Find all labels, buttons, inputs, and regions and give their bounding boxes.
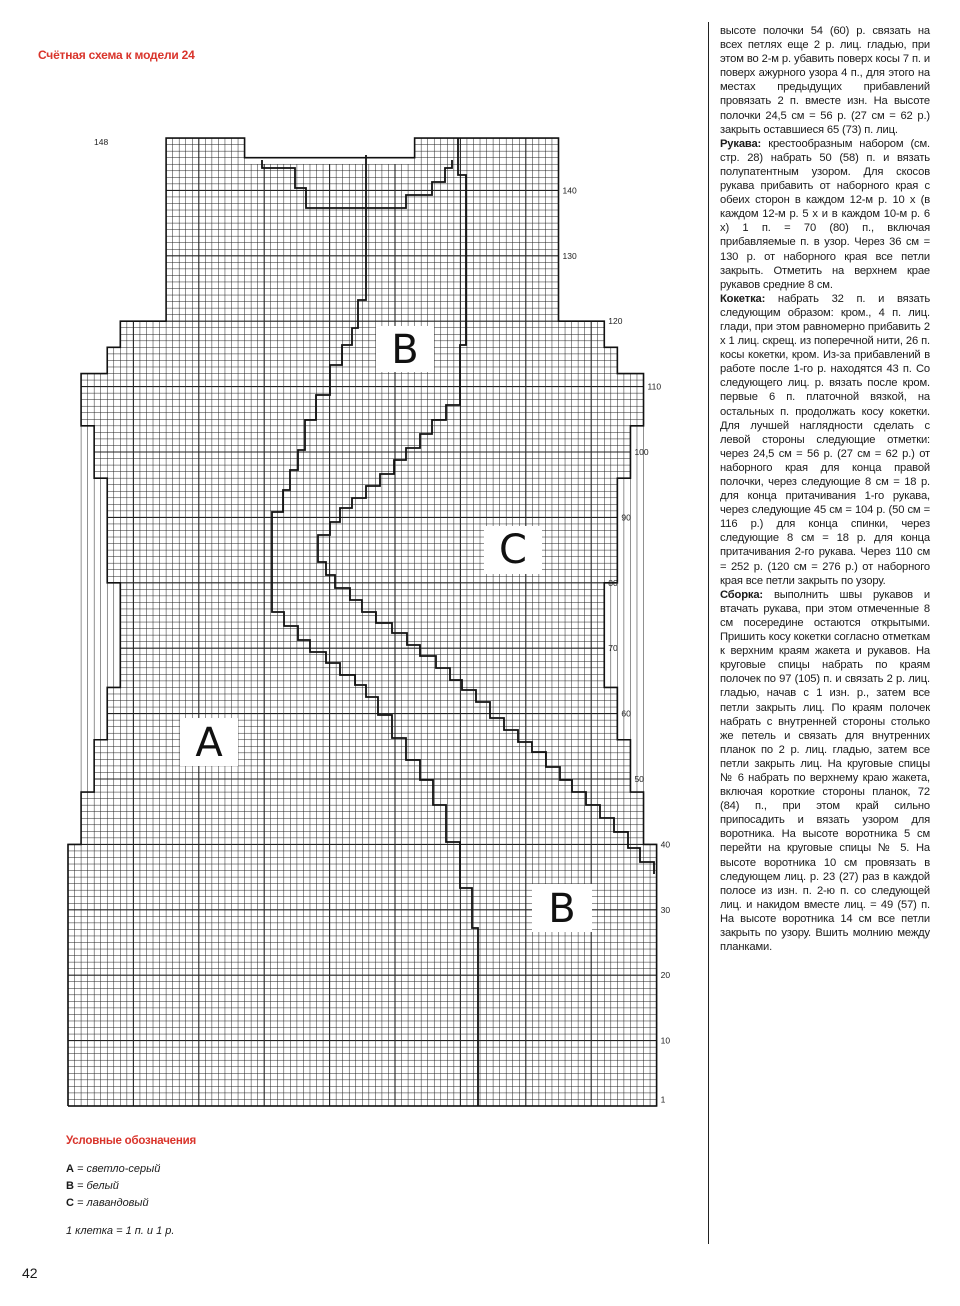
sleeves-heading: Рукава: bbox=[720, 137, 762, 150]
legend-key-a: A bbox=[66, 1163, 74, 1175]
row-number-label: 70 bbox=[608, 643, 618, 654]
legend-item-a bbox=[66, 1161, 196, 1178]
row-number-label: 110 bbox=[647, 381, 662, 392]
row-number-label: 148 bbox=[94, 137, 109, 148]
legend bbox=[66, 1135, 196, 1237]
legend-text-b: = белый bbox=[77, 1180, 119, 1192]
zone-label-c: C bbox=[499, 527, 527, 573]
row-number-label: 100 bbox=[634, 447, 649, 457]
instructions-text bbox=[720, 24, 930, 954]
sleeves-text: крестообразным набором (см. стр. 28) набрать 50 (58) п. и вязать полупатентным узором. Для скосов рукава прибавить от наборного края с обеих сторон в каждом 12-м р. 10 х (в каждом 12-м р. 5 х и в каждом 10-м р. 6 х) 1 п. = 70 (80) п., включая прибавляемые п. в узор. Через 36 см = 130 р. от наборного края все петли закрыть. Отметить на верхнем крае рукавов средние 8 см. bbox=[720, 137, 930, 291]
row-number-label: 30 bbox=[660, 904, 671, 915]
legend-title: Условные обозначения bbox=[66, 1135, 197, 1147]
legend-key-c: C bbox=[66, 1197, 74, 1209]
row-number-label: 130 bbox=[562, 250, 577, 261]
row-number-label: 120 bbox=[608, 316, 623, 327]
yoke-heading: Кокетка: bbox=[720, 292, 766, 305]
zone-label-b-top: B bbox=[391, 327, 419, 373]
row-number-label: 20 bbox=[660, 970, 671, 981]
zone-label-b-bottom: B bbox=[548, 886, 576, 932]
yoke-text: набрать 32 п. и вязать следующим образом: кром., 4 п. лиц. глади, при этом равномерно прибавить 2 х 1 лиц. скрещ. из поперечной нити, 26 п. косы кокетки, кром. Из-за прибавлений в работе после 1-го р. находятся 43 п. Со следующего лиц. р. вязать после кром. первые 6 п. платочной вязкой, на остальных п. продолжать косу кокетки. Для лучшей наглядности сделать с левой стороны следующие отметки: через 24,5 см = 56 р. (27 см = 62 р.) от наборного края для конца правой полочки, через следующие 8 см = 18 р. для конца притачивания 1-го рукава, через следующие 45 см = 104 р. (50 см = 116 р.) для конца спинки, через следующие 8 см = 18 р. для конца притачивания 2-го рукава. Через 110 см = 252 р. (120 см = 276 р.) от наборного края все петли закрыть по узору. bbox=[720, 292, 930, 587]
assembly-heading: Сборка: bbox=[720, 588, 764, 601]
legend-note: 1 клетка = 1 п. и 1 р. bbox=[66, 1225, 175, 1237]
legend-text-c: = лавандовый bbox=[77, 1197, 149, 1209]
legend-item-b bbox=[66, 1178, 196, 1195]
instructions-paragraph-3 bbox=[720, 292, 930, 588]
instructions-paragraph-2 bbox=[720, 137, 930, 292]
row-number-label: 40 bbox=[660, 839, 671, 850]
row-number-label: 90 bbox=[621, 512, 631, 523]
row-number-label: 140 bbox=[562, 185, 577, 196]
row-number-label: 10 bbox=[660, 1035, 671, 1046]
zone-boundary-line bbox=[318, 138, 654, 874]
row-number-label: 1 bbox=[660, 1094, 666, 1105]
column-divider bbox=[708, 22, 709, 1244]
instructions-paragraph-4 bbox=[720, 588, 930, 954]
chart-grid bbox=[68, 138, 657, 1106]
legend-key-b: B bbox=[66, 1180, 74, 1192]
zone-label-a: A bbox=[195, 720, 223, 766]
legend-item-c bbox=[66, 1195, 196, 1212]
chart-title: Счётная схема к модели 24 bbox=[38, 48, 195, 62]
legend-text-a: = светло-серый bbox=[77, 1163, 161, 1175]
instructions-paragraph-1: высоте полочки 54 (60) р. связать на всех петлях еще 2 р. лиц. гладью, при этом во 2-м р. убавить поверх косы 7 п. и поверх ажурного узора 4 п., для этого на местах предыдущих прибавлений провязать 2 п. вместе изн. На высоте полочки 24,5 см = 56 р. (27 см = 62 р.) закрыть оставшиеся 65 (73) п. лиц. bbox=[720, 25, 930, 136]
row-number-label: 50 bbox=[634, 774, 644, 784]
row-number-label: 80 bbox=[608, 577, 618, 588]
assembly-text: выполнить швы рукавов и втачать рукава, при этом отмеченные 8 см посередине остаются открытыми. Пришить косу кокетки согласно отметкам к верхним краям жакета и рукавов. На круговые спицы набрать по краям полочек по 97 (105) п. и связать 2 р. лиц. гладью, начав с 1 изн. р., затем все петли закрыть лиц. По краям полочек набрать с внутренней стороны столько же петель и связать для внутренних планок по 2 р. лиц. гладью, затем все петли закрыть лиц. На круговые спицы № 6 набрать по верхнему краю жакета, включая короткие стороны планок, 72 (84) п., при этом край сильно припосадить и вязать узором для воротника. На высоте воротника 5 см перейти на круговые спицы № 5. На высоте воротника 10 см провязать в следующем лиц. р. 23 (27) раз в каждой полосе из изн. п. 2-ю п. со следующей лиц. и накидом вместе лиц. = 49 (57) п. На высоте воротника 14 см все петли закрыть по узору. Вшить молнию между планками. bbox=[720, 588, 930, 954]
page-number: 42 bbox=[22, 1265, 38, 1281]
row-number-label: 60 bbox=[621, 708, 631, 719]
